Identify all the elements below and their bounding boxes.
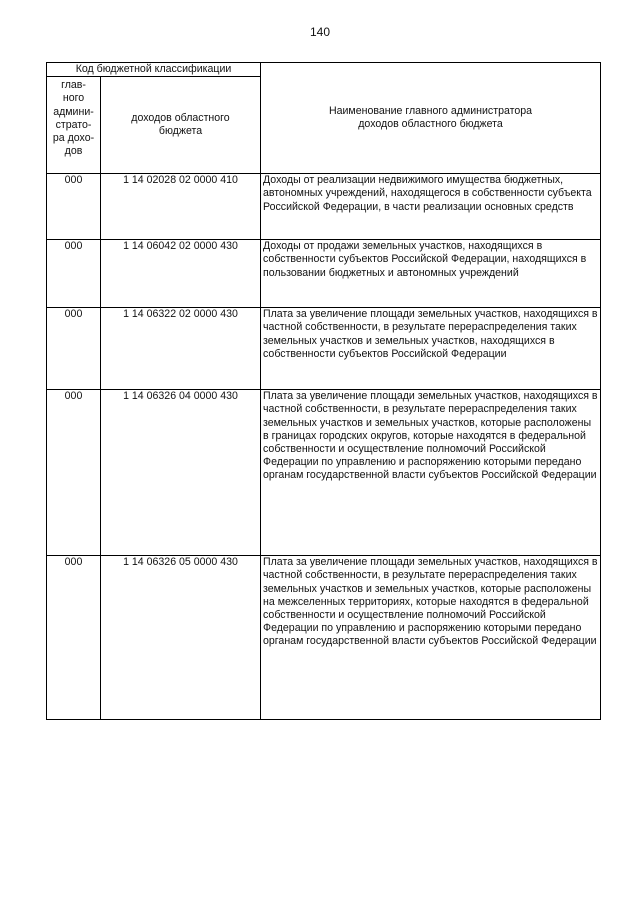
- admin-code-cell: 000: [47, 174, 101, 240]
- page-number: 140: [309, 25, 331, 39]
- table-row: [47, 556, 601, 720]
- admin-code-cell: 000: [47, 240, 101, 308]
- income-column-header: [101, 77, 261, 174]
- classification-header: Код бюджетной классификации: [47, 63, 261, 77]
- budget-classification-table: [46, 62, 601, 720]
- admin-header-line: глав-: [61, 79, 86, 92]
- table-row: [47, 240, 601, 308]
- admin-header-line: ра дохо-: [52, 132, 95, 145]
- table-row: [47, 308, 601, 390]
- income-code-cell: 1 14 06326 05 0000 430: [101, 556, 261, 720]
- revenue-name-cell: Доходы от реализации недвижимого имущества бюджетных, автономных учреждений, находящегося в собственности субъекта Российской Федерации, в части реализации основных средств: [261, 174, 601, 240]
- admin-header-line: дов: [64, 145, 83, 158]
- income-header-line-1: доходов областного: [131, 112, 230, 124]
- revenue-name-cell: Плата за увеличение площади земельных участков, находящихся в частной собственности, в результате перераспределения таких земельных участков и земельных участков, которые расположены на межселенных территориях, которые находятся в федеральной собственности и осуществление полномочий Российской Федерации по управлению и распоряжению которыми передано органам государственной власти субъектов Российской Федерации: [261, 556, 601, 720]
- header-row-top: [47, 63, 601, 77]
- name-header-line-2: доходов областного бюджета: [358, 118, 503, 131]
- admin-code-cell: 000: [47, 556, 101, 720]
- revenue-name-cell: Плата за увеличение площади земельных участков, находящихся в частной собственности, в результате перераспределения таких земельных участков и земельных участков, находящихся в собственности субъектов Российской Федерации: [261, 308, 601, 390]
- revenue-name-cell: Плата за увеличение площади земельных участков, находящихся в частной собственности, в результате перераспределения таких земельных участков и земельных участков, которые расположены в границах городских округов, которые находятся в федеральной собственности и осуществление полномочий Российской Федерации по управлению и распоряжению которыми передано органам государственной власти субъектов Российской Федерации: [261, 390, 601, 556]
- admin-header-line: админи-: [53, 105, 94, 118]
- income-header-line-2: бюджета: [158, 125, 203, 138]
- table-row: [47, 390, 601, 556]
- admin-header-line: ного: [62, 92, 85, 105]
- name-header-line-1: Наименование главного администратора: [328, 104, 533, 117]
- table-row: [47, 174, 601, 240]
- income-code-cell: 1 14 02028 02 0000 410: [101, 174, 261, 240]
- admin-header-line: страто-: [55, 118, 92, 131]
- admin-code-cell: 000: [47, 390, 101, 556]
- income-code-cell: 1 14 06322 02 0000 430: [101, 308, 261, 390]
- revenue-name-cell: Доходы от продажи земельных участков, находящихся в собственности субъектов Российской Федерации, находящихся в пользовании бюджетных и автономных учреждений: [261, 240, 601, 308]
- income-code-cell: 1 14 06042 02 0000 430: [101, 240, 261, 308]
- admin-column-header: [47, 77, 101, 174]
- admin-code-cell: 000: [47, 308, 101, 390]
- income-code-cell: 1 14 06326 04 0000 430: [101, 390, 261, 556]
- name-column-header: [261, 63, 601, 174]
